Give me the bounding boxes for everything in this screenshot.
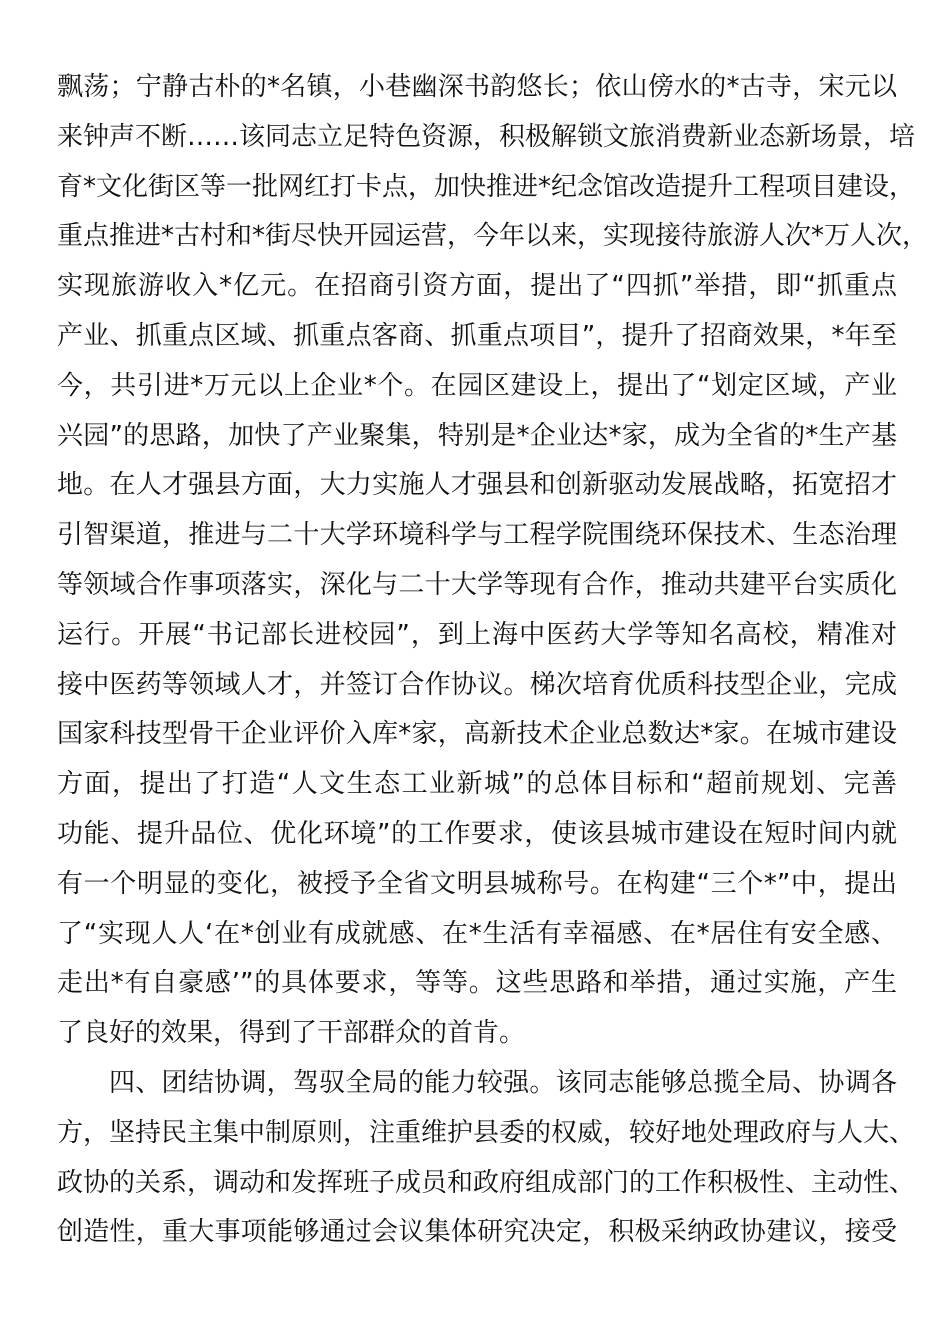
text-line: 飘荡；宁静古朴的*名镇，小巷幽深书韵悠长；依山傍水的*古寺，宋元以 [57,72,897,102]
text-line: 引智渠道，推进与二十大学环境科学与工程学院围绕环保技术、生态治理 [57,520,897,551]
text-line: 今，共引进*万元以上企业*个。在园区建设上，提出了“划定区域，产业 [57,370,897,401]
paragraph-section-four-coordination [57,1059,916,1258]
text-line: 运行。开展“书记部长进校园”，到上海中医药大学等知名高校，精准对 [57,619,897,650]
text-line: 实现旅游收入*亿元。在招商引资方面，提出了“四抓”举措，即“抓重点 [57,271,897,302]
text-line: 国家科技型骨干企业评价入库*家，高新技术企业总数达*家。在城市建设 [57,719,897,750]
text-line: 创造性，重大事项能够通过会议集体研究决定，积极采纳政协建议，接受 [57,1217,897,1248]
text-line: 育*文化街区等一批网红打卡点，加快推进*纪念馆改造提升工程项目建设， [57,171,916,202]
text-line: 等领域合作事项落实，深化与二十大学等现有合作，推动共建平台实质化 [57,569,897,600]
text-line: 有一个明显的变化，被授予全省文明县城称号。在构建“三个*”中，提出 [57,868,897,899]
text-line: 方，坚持民主集中制原则，注重维护县委的权威，较好地处理政府与人大、 [57,1117,916,1148]
paragraph-tourism-and-development [57,63,929,1059]
text-line: 重点推进*古村和*街尽快开园运营，今年以来，实现接待旅游人次*万人次， [57,221,929,252]
text-line: 兴园”的思路，加快了产业聚集，特别是*企业达*家，成为全省的*生产基 [57,420,897,451]
text-line: 产业、抓重点区域、抓重点客商、抓重点项目”，提升了招商效果，*年至 [57,320,897,351]
text-line: 来钟声不断……该同志立足特色资源，积极解锁文旅消费新业态新场景，培 [57,121,916,152]
section-heading-line: 四、团结协调，驾驭全局的能力较强。该同志能够总揽全局、协调各 [109,1067,897,1098]
text-line: 了“实现人人‘在*创业有成就感、在*生活有幸福感、在*居住有安全感、 [57,918,897,949]
text-line: 功能、提升品位、优化环境”的工作要求，使该县城市建设在短时间内就 [57,818,897,849]
text-line: 走出*有自豪感’”的具体要求，等等。这些思路和举措，通过实施，产生 [57,968,897,999]
text-line: 政协的关系，调动和发挥班子成员和政府组成部门的工作积极性、主动性、 [57,1167,916,1198]
text-line: 了良好的效果，得到了干部群众的首肯。 [57,1018,526,1049]
text-line: 地。在人才强县方面，大力实施人才强县和创新驱动发展战略，拓宽招才 [57,470,897,501]
text-line: 接中医药等领域人才，并签订合作协议。梯次培育优质科技型企业，完成 [57,669,897,700]
document-body [57,63,929,1258]
text-line: 方面，提出了打造“人文生态工业新城”的总体目标和“超前规划、完善 [57,769,897,800]
